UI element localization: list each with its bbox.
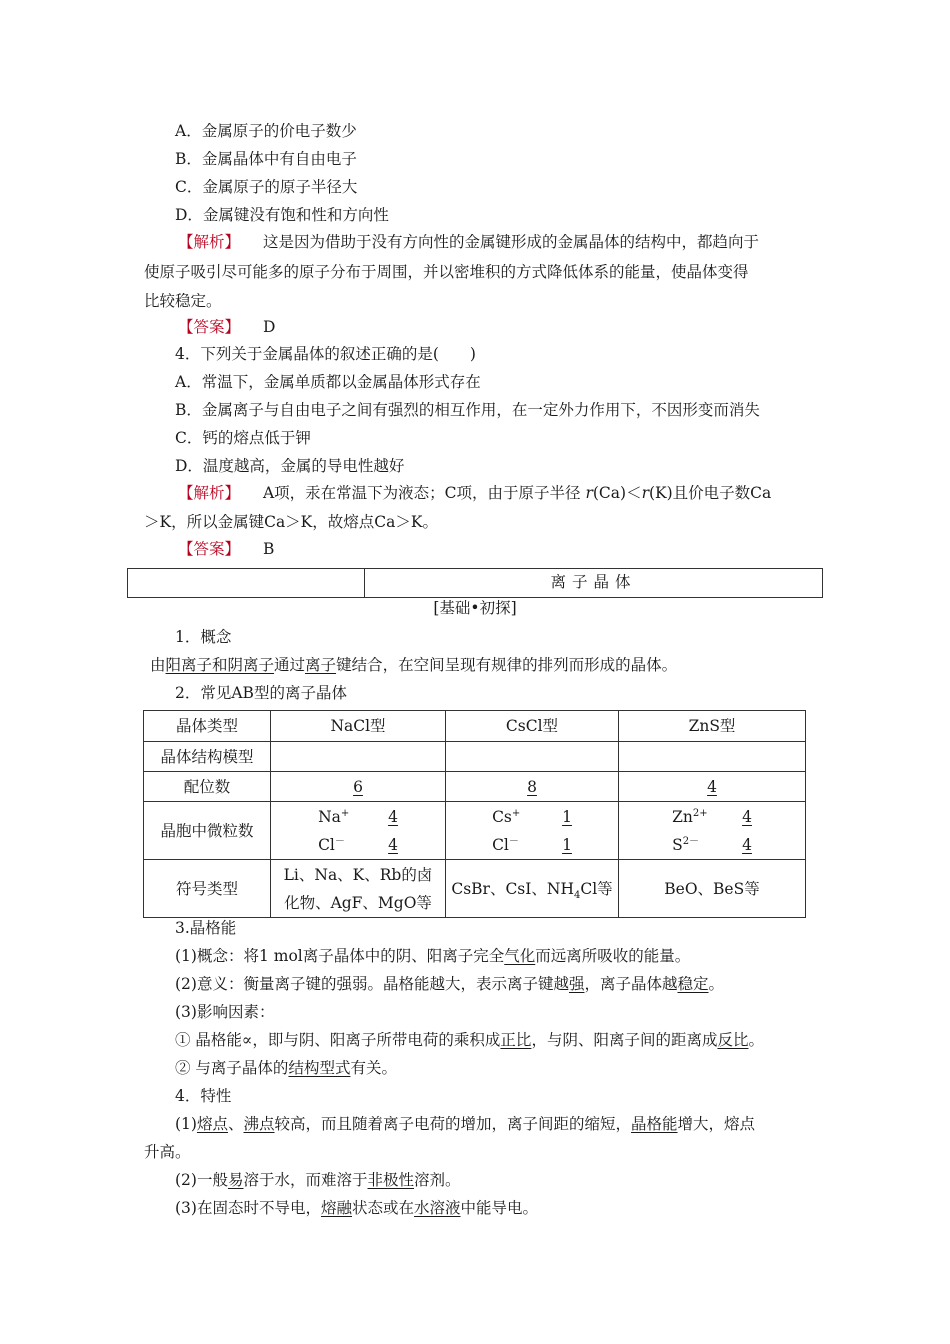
- property-1-cont: 升高。: [144, 1143, 191, 1161]
- property-2: (2)一般易溶于水，而难溶于非极性溶剂。: [175, 1171, 461, 1189]
- q4-option-d: D．温度越高，金属的导电性越好: [175, 457, 405, 475]
- lattice-energy-heading: 3.晶格能: [175, 919, 237, 937]
- property-3: (3)在固态时不导电，熔融状态或在水溶液中能导电。: [175, 1199, 539, 1217]
- q3-option-a: A．金属原子的价电子数少: [175, 122, 357, 140]
- lattice-concept: (1)概念：将1 mol离子晶体中的阴、阳离子完全气化而远离所吸收的能量。: [175, 947, 691, 965]
- property-1: (1)熔点、沸点较高，而且随着离子电荷的增加，离子间距的缩短，晶格能增大，熔点: [175, 1115, 756, 1133]
- lattice-meaning: (2)意义：衡量离子键的强弱。晶格能越大，表示离子键越强，离子晶体越稳定。: [175, 975, 725, 993]
- answer-tag: 【答案】: [178, 318, 241, 336]
- q3-analysis-line2: 使原子吸引尽可能多的原子分布于周围，并以密堆积的方式降低体系的能量，使晶体变得: [144, 263, 749, 281]
- q3-option-b: B．金属晶体中有自由电子: [175, 150, 357, 168]
- section-subtitle: [基础•初探]: [433, 599, 517, 617]
- ionic-crystal-table: [143, 710, 806, 918]
- q3-answer: 【答案】 D: [178, 318, 276, 336]
- lattice-factors: (3)影响因素：: [175, 1003, 275, 1021]
- section-title-bar: [127, 568, 823, 598]
- lattice-factor-2: ② 与离子晶体的结构型式有关。: [175, 1059, 397, 1077]
- ab-type-heading: 2．常见AB型的离子晶体: [175, 684, 347, 702]
- section-title: 离子晶体: [550, 573, 637, 591]
- q3-analysis: 【解析】 这是因为借助于没有方向性的金属键形成的金属晶体的结构中，都趋向于: [178, 233, 759, 251]
- q3-option-c: C．金属原子的原子半径大: [175, 178, 358, 196]
- table-row: 晶胞中微粒数 Na+ 4 Cl－ 4 Cs+ 1 Cl－ 1 $Zn^{2+}$ 4 $S^{2-}$ 4: [144, 802, 806, 860]
- concept-heading: 1．概念: [175, 628, 232, 646]
- table-header-row: 晶体类型 NaCl型 CsCl型 ZnS型: [144, 711, 806, 742]
- q3-analysis-line3: 比较稳定。: [144, 292, 222, 310]
- analysis-tag: 【解析】: [178, 233, 241, 251]
- concept-text: 由阳离子和阴离子通过离子键结合，在空间呈现有规律的排列而形成的晶体。: [150, 656, 678, 674]
- q4-stem: 4．下列关于金属晶体的叙述正确的是( ): [175, 345, 476, 363]
- table-row: 配位数 6 8 4: [144, 772, 806, 802]
- q4-answer: 【答案】 B: [178, 540, 275, 558]
- analysis-tag: 【解析】: [178, 484, 241, 502]
- q4-option-c: C．钙的熔点低于钾: [175, 429, 311, 447]
- lattice-factor-1: ① 晶格能∝，即与阴、阳离子所带电荷的乘积成正比，与阴、阳离子间的距离成反比。: [175, 1031, 764, 1049]
- q4-option-b: B．金属离子与自由电子之间有强烈的相互作用，在一定外力作用下，不因形变而消失: [175, 401, 760, 419]
- table-row: 符号类型 Li、Na、K、Rb的卤 化物、AgF、MgO等 CsBr、CsI、$NH_4Cl$等 BeO、BeS等: [144, 860, 806, 918]
- q4-analysis: 【解析】 A项，汞在常温下为液态；C项，由于原子半径 r(Ca)＜r(K)且价电子数Ca: [178, 484, 772, 502]
- properties-heading: 4．特性: [175, 1087, 232, 1105]
- answer-tag: 【答案】: [178, 540, 241, 558]
- q4-option-a: A．常温下，金属单质都以金属晶体形式存在: [175, 373, 481, 391]
- q3-option-d: D．金属键没有饱和性和方向性: [175, 206, 389, 224]
- q4-analysis-line2: ＞K，所以金属键Ca＞K，故熔点Ca＞K。: [144, 513, 438, 531]
- table-row: 晶体结构模型: [144, 742, 806, 772]
